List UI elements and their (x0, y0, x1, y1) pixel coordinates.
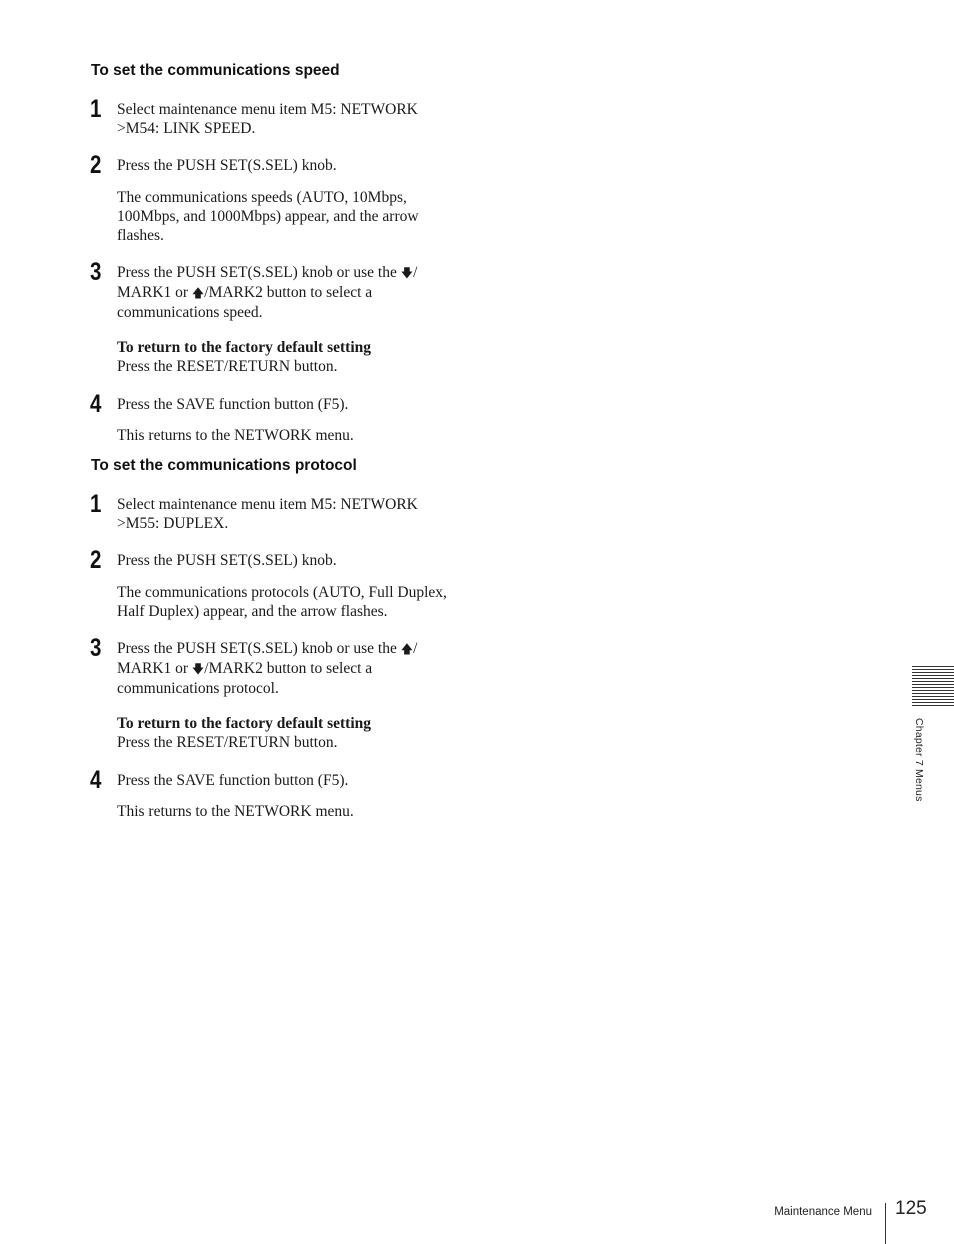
step-text (117, 551, 477, 570)
step-line-part: Press the PUSH SET(S.SEL) knob or use the (117, 264, 401, 281)
step-line: Press the PUSH SET(S.SEL) knob. (117, 552, 337, 569)
step-text (117, 771, 477, 790)
step-line (117, 283, 477, 303)
note-line: flashes. (117, 227, 164, 244)
step-line: Select maintenance menu item M5: NETWORK (117, 101, 418, 118)
step-number: 3 (90, 258, 102, 286)
note-line: The communications protocols (AUTO, Full Duplex, (117, 584, 447, 601)
step-line-part: /MARK2 button to select a (204, 284, 373, 301)
step-text (117, 395, 477, 414)
step-line-part: /MARK2 button to select a (204, 660, 373, 677)
footer-section-label: Maintenance Menu (774, 1206, 872, 1218)
note-line: The communications speeds (AUTO, 10Mbps, (117, 189, 407, 206)
step-line-part: MARK1 or (117, 284, 192, 301)
factory-default-title: To return to the factory default setting (117, 715, 371, 732)
step-line: Press the PUSH SET(S.SEL) knob. (117, 157, 337, 174)
note-line: This returns to the NETWORK menu. (117, 803, 354, 820)
step-line: Press the SAVE function button (F5). (117, 396, 349, 413)
step-line: >M54: LINK SPEED. (117, 120, 256, 137)
step-line (117, 263, 477, 283)
step-line-part: MARK1 or (117, 660, 192, 677)
step-text (117, 495, 477, 533)
page-number: 125 (895, 1198, 927, 1219)
step-note (117, 583, 477, 621)
step-line: communications speed. (117, 304, 263, 321)
step-line (117, 639, 477, 659)
note-line: 100Mbps, and 1000Mbps) appear, and the arrow (117, 208, 419, 225)
step-text (117, 639, 477, 698)
step-text (117, 156, 477, 175)
footer-divider (885, 1203, 886, 1244)
step-note (117, 426, 477, 445)
section-heading-speed: To set the communications speed (91, 62, 340, 79)
step-number: 3 (90, 634, 102, 662)
step-line: communications protocol. (117, 680, 279, 697)
step-number: 1 (90, 490, 102, 518)
chapter-tab-stripes (912, 666, 954, 708)
step-number: 4 (90, 766, 102, 794)
step-number: 2 (90, 546, 102, 574)
step-line-part: Press the PUSH SET(S.SEL) knob or use the (117, 640, 401, 657)
factory-default-block (117, 338, 477, 376)
step-line: >M55: DUPLEX. (117, 515, 229, 532)
step-text (117, 263, 477, 322)
step-note (117, 802, 477, 821)
step-number: 4 (90, 390, 102, 418)
step-text (117, 100, 477, 138)
step-line: Select maintenance menu item M5: NETWORK (117, 496, 418, 513)
step-line (117, 659, 477, 679)
factory-default-block (117, 714, 477, 752)
up-arrow-icon: 🡅 (400, 642, 414, 656)
factory-default-text: Press the RESET/RETURN button. (117, 734, 338, 751)
note-line: Half Duplex) appear, and the arrow flashes. (117, 603, 388, 620)
step-line-part: / (413, 264, 418, 281)
factory-default-text: Press the RESET/RETURN button. (117, 358, 338, 375)
step-number: 2 (90, 151, 102, 179)
down-arrow-icon: 🡇 (191, 662, 205, 676)
note-line: This returns to the NETWORK menu. (117, 427, 354, 444)
step-line-part: / (413, 640, 418, 657)
step-line: Press the SAVE function button (F5). (117, 772, 349, 789)
section-heading-protocol: To set the communications protocol (91, 457, 357, 474)
step-note (117, 188, 477, 245)
factory-default-title: To return to the factory default setting (117, 339, 371, 356)
up-arrow-icon: 🡅 (191, 286, 205, 300)
chapter-side-label: Chapter 7 Menus (913, 718, 925, 802)
down-arrow-icon: 🡇 (400, 266, 414, 280)
step-number: 1 (90, 95, 102, 123)
